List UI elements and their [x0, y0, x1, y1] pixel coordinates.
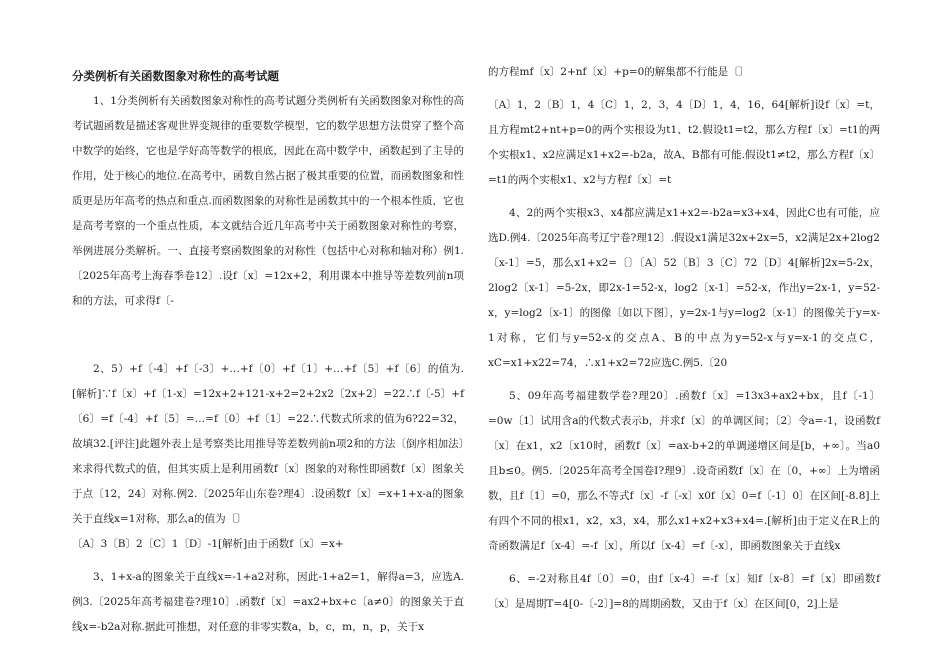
paragraph-2: 2、5）+f〔-4〕+f〔-3〕+…+f〔0〕+f〔1〕+…+f〔5〕+f〔6〕的值为.[解析]∵f〔x〕+f〔1-x〕=12x+2+121-x+2=2+2x2〔2x+2〕=22∴f〔-5〕+f〔6〕=f〔-4〕+f〔5〕=…=f〔0〕+f〔1〕=22∴代数式所求的值为6?22=32，故填32.[评注]此题外表上是考察类比用推导等差数列前n项2和的方法〔倒序相加法〕来求得代数式的值，但其实质上是利用函数f〔x〕图象的对称性即函数f〔x〕图象关于点〔12，24〕对称.例2.〔2025年山东卷?理4〕.设函数f〔x〕=x+1+x-a的图象关于直线x=1对称，那么a的值为〔〕 — [72, 363, 464, 525]
paragraph-continued: 的方程mf〔x〕2+nf〔x〕+p=0的解集都不行能是〔〕 — [488, 66, 750, 78]
right-column — [488, 60, 880, 617]
paragraph-4: 3、1+x-a的图象关于直线x=-1+a2对称，因此-1+a2=1，解得a=3，应选A.例3.〔2025年高考福建卷?理10〕.函数f〔x〕=ax2+bx+c〔a≠0〕的图象关于直线x=-b2a对称.据此可推想，对任意的非零实数a，b，c，m，n，p，关于x — [72, 571, 464, 633]
paragraph-1: 1、1分类例析有关函数图象对称性的高考试题分类例析有关函数图象对称性的高考试题函数是描述客观世界变规律的重要数学模型，它的数学思想方法贯穿了整个高中数学的始终，它也是学好高等数学的根底，因此在高中数学中，函数起到了主导的作用，处于核心的地位.在高考中，函数自然占据了极其重要的位置，而函数图象和性质更是历年高考的热点和重点.而函数图象的对称性是函数其中的一个根本性质，它也是高考考察的一个重点性质，本文就结合近几年高考中关于函数图象对称性的考察，举例进展分类解析。一、直接考察函数图象的对称性（包括中心对称和轴对称）例1.〔2025年高考上海春季卷12〕.设f〔x〕=12x+2，利用课本中推导等差数列前n项和的方法，可求得f〔- — [72, 95, 464, 307]
paragraph-gap — [488, 376, 880, 384]
paragraph-example4: 4、2的两个实根x3、x4都应满足x1+x2=-b2a=x3+x4，因此C也有可能，应选D.例4.〔2025年高考辽宁卷?理12〕.假设x1满足32x+2x=5，x2满足2x+2log2〔x-1〕=5，那么x1+x2=〔〕〔A〕52〔B〕3〔C〕72〔D〕4[解析]2x=5-2x，2log2〔x-1〕=5-2x，即2x-1=52-x，log2〔x-1〕=52-x，作出y=2x-1，y=52-x，y=log2〔x-1〕的图像〔如以下图〕，y=2x-1与y=log2〔x-1〕的图像关于y=x-1对称，它们与y=52-x的交点A、B的中点为y=52-x与y=x-1的交点C，xC=x1+x22=74，∴x1+x2=72应选C.例5.〔20 — [488, 207, 880, 369]
paragraph-gap — [72, 314, 464, 357]
paragraph-gap — [488, 193, 880, 201]
paragraph-gap — [488, 85, 880, 93]
document-title: 分类例析有关函数图象对称性的高考试题 — [72, 69, 279, 83]
paragraph-gap — [72, 557, 464, 565]
paragraph-options: 〔A〕1，2〔B〕1，4〔C〕1，2，3，4〔D〕1，4，16，64[解析]设f〔x〕=t，且方程mt2+nt+p=0的两个实根设为t1、t2.假设t1=t2，那么方程f〔x〕=t1的两个实根x1、x2应满足x1+x2=-b2a，故A、B都有可能.假设t1≠t2，那么方程f〔x〕=t1的两个实根x1、x2与方程f〔x〕=t — [488, 99, 880, 186]
paragraph-gap — [488, 559, 880, 567]
paragraph-6: 6、=-2对称且4f〔0〕=0，由f〔x-4〕=-f〔x〕知f〔x-8〕=f〔x〕即函数f〔x〕是周期T=4[0-〔-2〕]=8的周期函数，又由于f〔x〕在区间[0，2]上是 — [488, 573, 880, 610]
paragraph-example5: 5、09年高考福建数学卷?理20〕.函数f〔x〕=13x3+ax2+bx，且f〔-1〕=0w〔1〕试用含a的代数式表示b，并求f〔x〕的单调区间；〔2〕令a=-1，设函数f〔x〕在x1，x2〔x10时，函数f〔x〕=ax-b+2的单调递增区间是[b，+∞〕。当a0且b≤0。例5.〔2025年高考全国卷Ⅰ?理9〕.设奇函数f〔x〕在〔0，+∞〕上为增函数，且f〔1〕=0，那么不等式f〔x〕-f〔-x〕x0f〔x〕0=f〔-1〕0〕在区间[-8.8]上有四个不同的根x1，x2，x3，x4，那么x1+x2+x3+x4=.[解析]由于定义在R上的奇函数满足f〔x-4〕=-f〔x〕，所以f〔x-4〕=f〔-x〕，即函数图象关于直线x — [488, 390, 880, 552]
left-column — [72, 60, 464, 640]
paragraph-3: 〔A〕3〔B〕2〔C〕1〔D〕-1[解析]由于函数f〔x〕=x+ — [72, 538, 344, 550]
